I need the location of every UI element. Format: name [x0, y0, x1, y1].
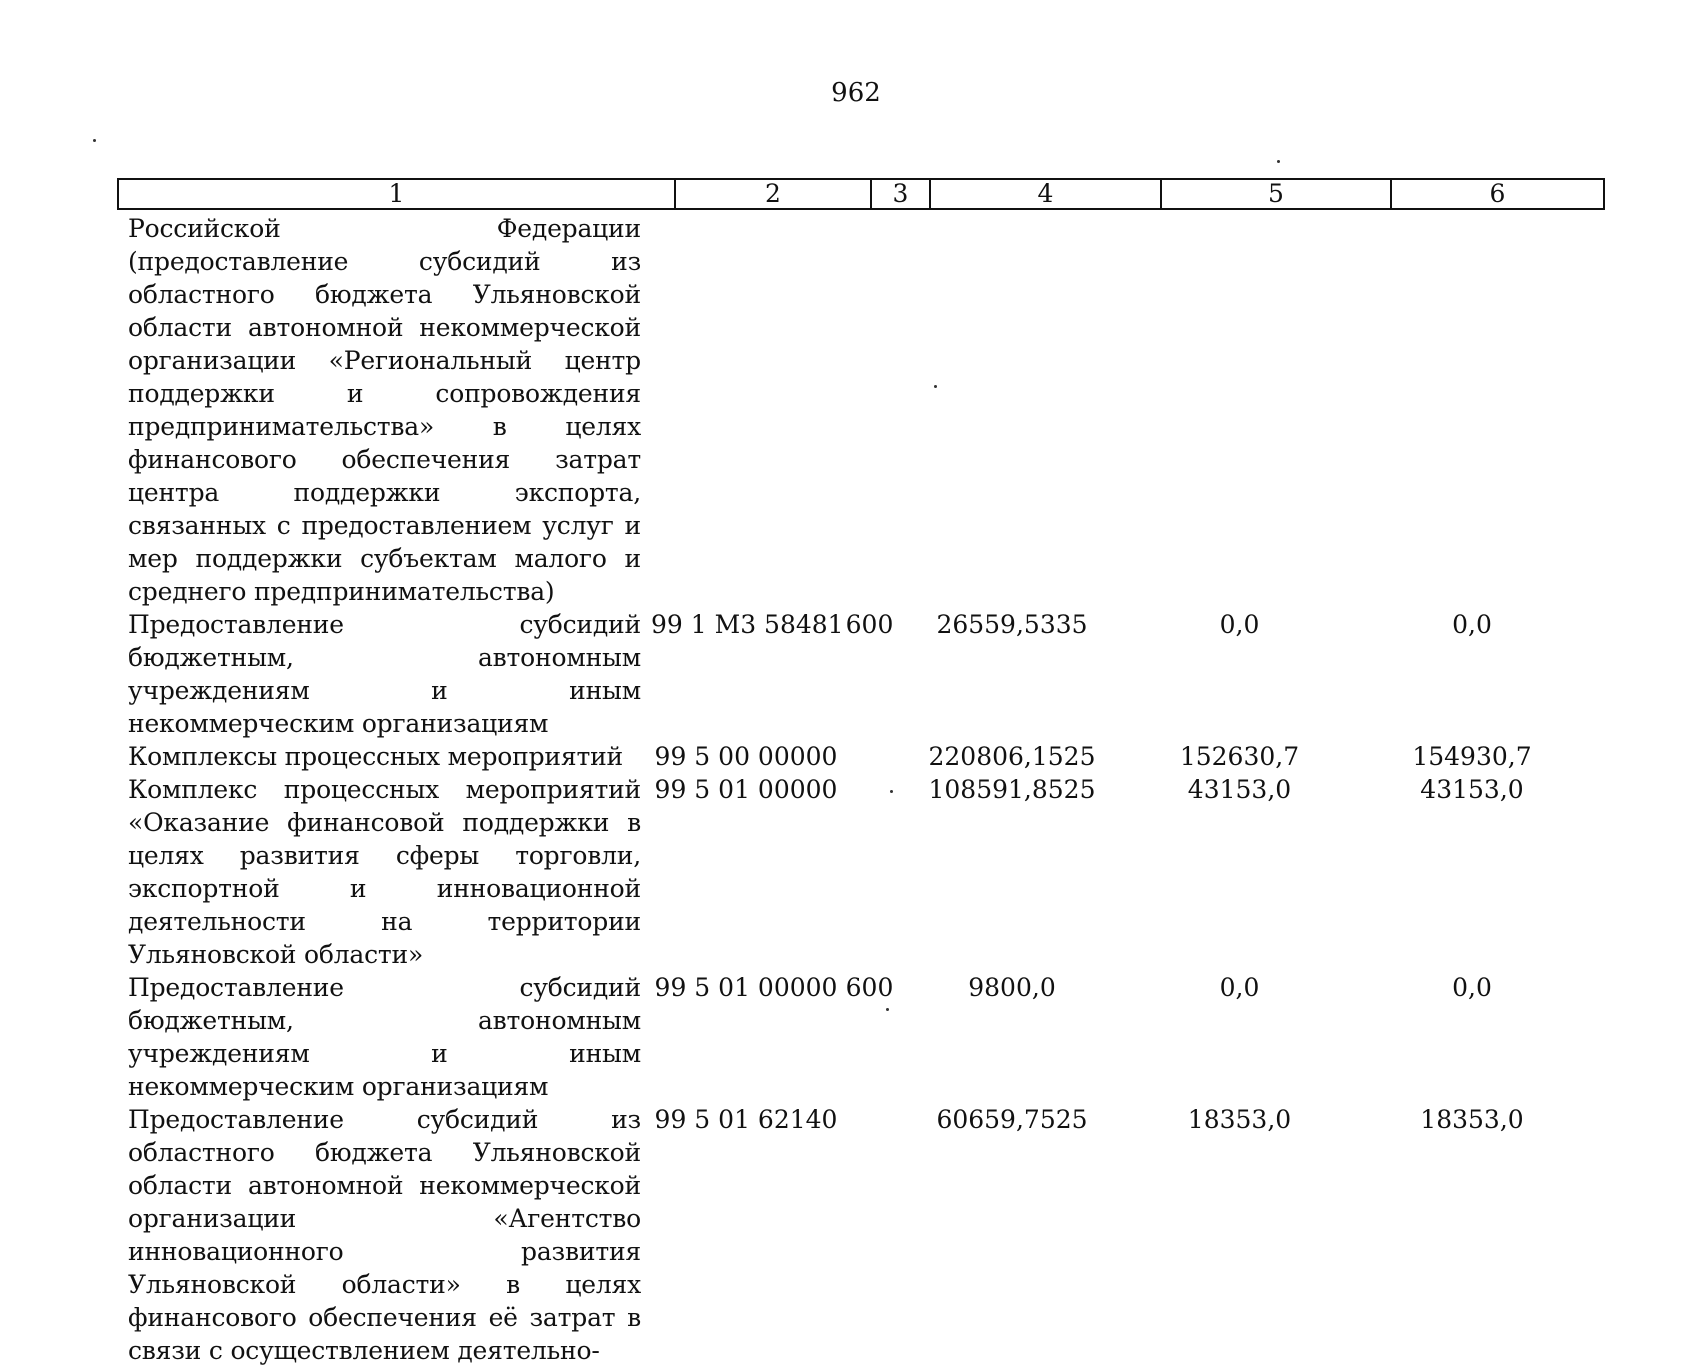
row-type: 600 — [845, 610, 894, 639]
row-value-4: 26559,5335 — [936, 610, 1088, 639]
row-value-6: 43153,0 — [1420, 775, 1524, 804]
scan-speck — [93, 139, 96, 142]
row-code: 99 5 01 62140 — [654, 1105, 838, 1134]
row-value-5: 43153,0 — [1187, 775, 1292, 804]
row-code: 99 5 00 00000 — [654, 742, 838, 771]
row-code: 99 1 М3 58481 — [651, 610, 844, 639]
column-header-table — [117, 178, 1605, 210]
row-value-4: 60659,7525 — [936, 1105, 1088, 1134]
table-row — [117, 608, 1591, 740]
table-row — [117, 1103, 1591, 1367]
row-type: 600 — [845, 973, 894, 1002]
row-value-4: 220806,1525 — [928, 742, 1096, 771]
row-value-5: 0,0 — [1219, 973, 1260, 1002]
column-header-2: 2 — [675, 179, 871, 209]
scan-speck — [1277, 160, 1280, 163]
row-name: Предоставление субсидий бюджетным, автономным учреждениям и иным некоммерческим организациям — [128, 973, 641, 1101]
page-number: 962 — [831, 78, 881, 108]
column-header-3: 3 — [871, 179, 930, 209]
row-value-5: 0,0 — [1219, 610, 1260, 639]
row-code: 99 5 01 00000 — [654, 775, 838, 804]
row-value-4: 9800,0 — [968, 973, 1056, 1002]
row-code: 99 5 01 00000 — [654, 973, 838, 1002]
table-body — [117, 212, 1591, 1367]
column-header-4: 4 — [930, 179, 1161, 209]
row-name: Комплекс процессных мероприятий «Оказание финансовой поддержки в целях развития сферы торговли, экспортной и инновационной деятельности на территории Ульяновской области» — [128, 775, 641, 969]
column-header-6: 6 — [1391, 179, 1604, 209]
column-header-1: 1 — [118, 179, 675, 209]
row-value-6: 18353,0 — [1420, 1105, 1524, 1134]
row-name: Предоставление субсидий бюджетным, автономным учреждениям и иным некоммерческим организациям — [128, 610, 641, 738]
row-value-6: 0,0 — [1452, 973, 1492, 1002]
row-name: Комплексы процессных мероприятий — [128, 742, 624, 771]
table-row — [117, 773, 1591, 971]
row-name: Российской Федерации (предоставление субсидий из областного бюджета Ульяновской области автономной некоммерческой организации «Региональный центр поддержки и сопровождения предпринимательства» в целях финансового обеспечения затрат центра поддержки экспорта, связанных с предоставлением услуг и мер поддержки субъектам малого и среднего предпринимательства) — [128, 214, 641, 606]
table-row — [117, 971, 1591, 1103]
column-header-5: 5 — [1161, 179, 1391, 209]
row-value-5: 18353,0 — [1187, 1105, 1292, 1134]
table-row — [117, 212, 1591, 608]
row-name: Предоставление субсидий из областного бюджета Ульяновской области автономной некоммерческой организации «Агентство инновационного развития Ульяновской области» в целях финансового обеспечения её затрат в связи с осуществлением деятельно- — [128, 1105, 641, 1365]
row-value-5: 152630,7 — [1179, 742, 1300, 771]
row-value-4: 108591,8525 — [928, 775, 1096, 804]
column-header-row — [118, 179, 1604, 209]
table-row — [117, 740, 1591, 773]
row-value-6: 0,0 — [1452, 610, 1492, 639]
row-value-6: 154930,7 — [1412, 742, 1532, 771]
